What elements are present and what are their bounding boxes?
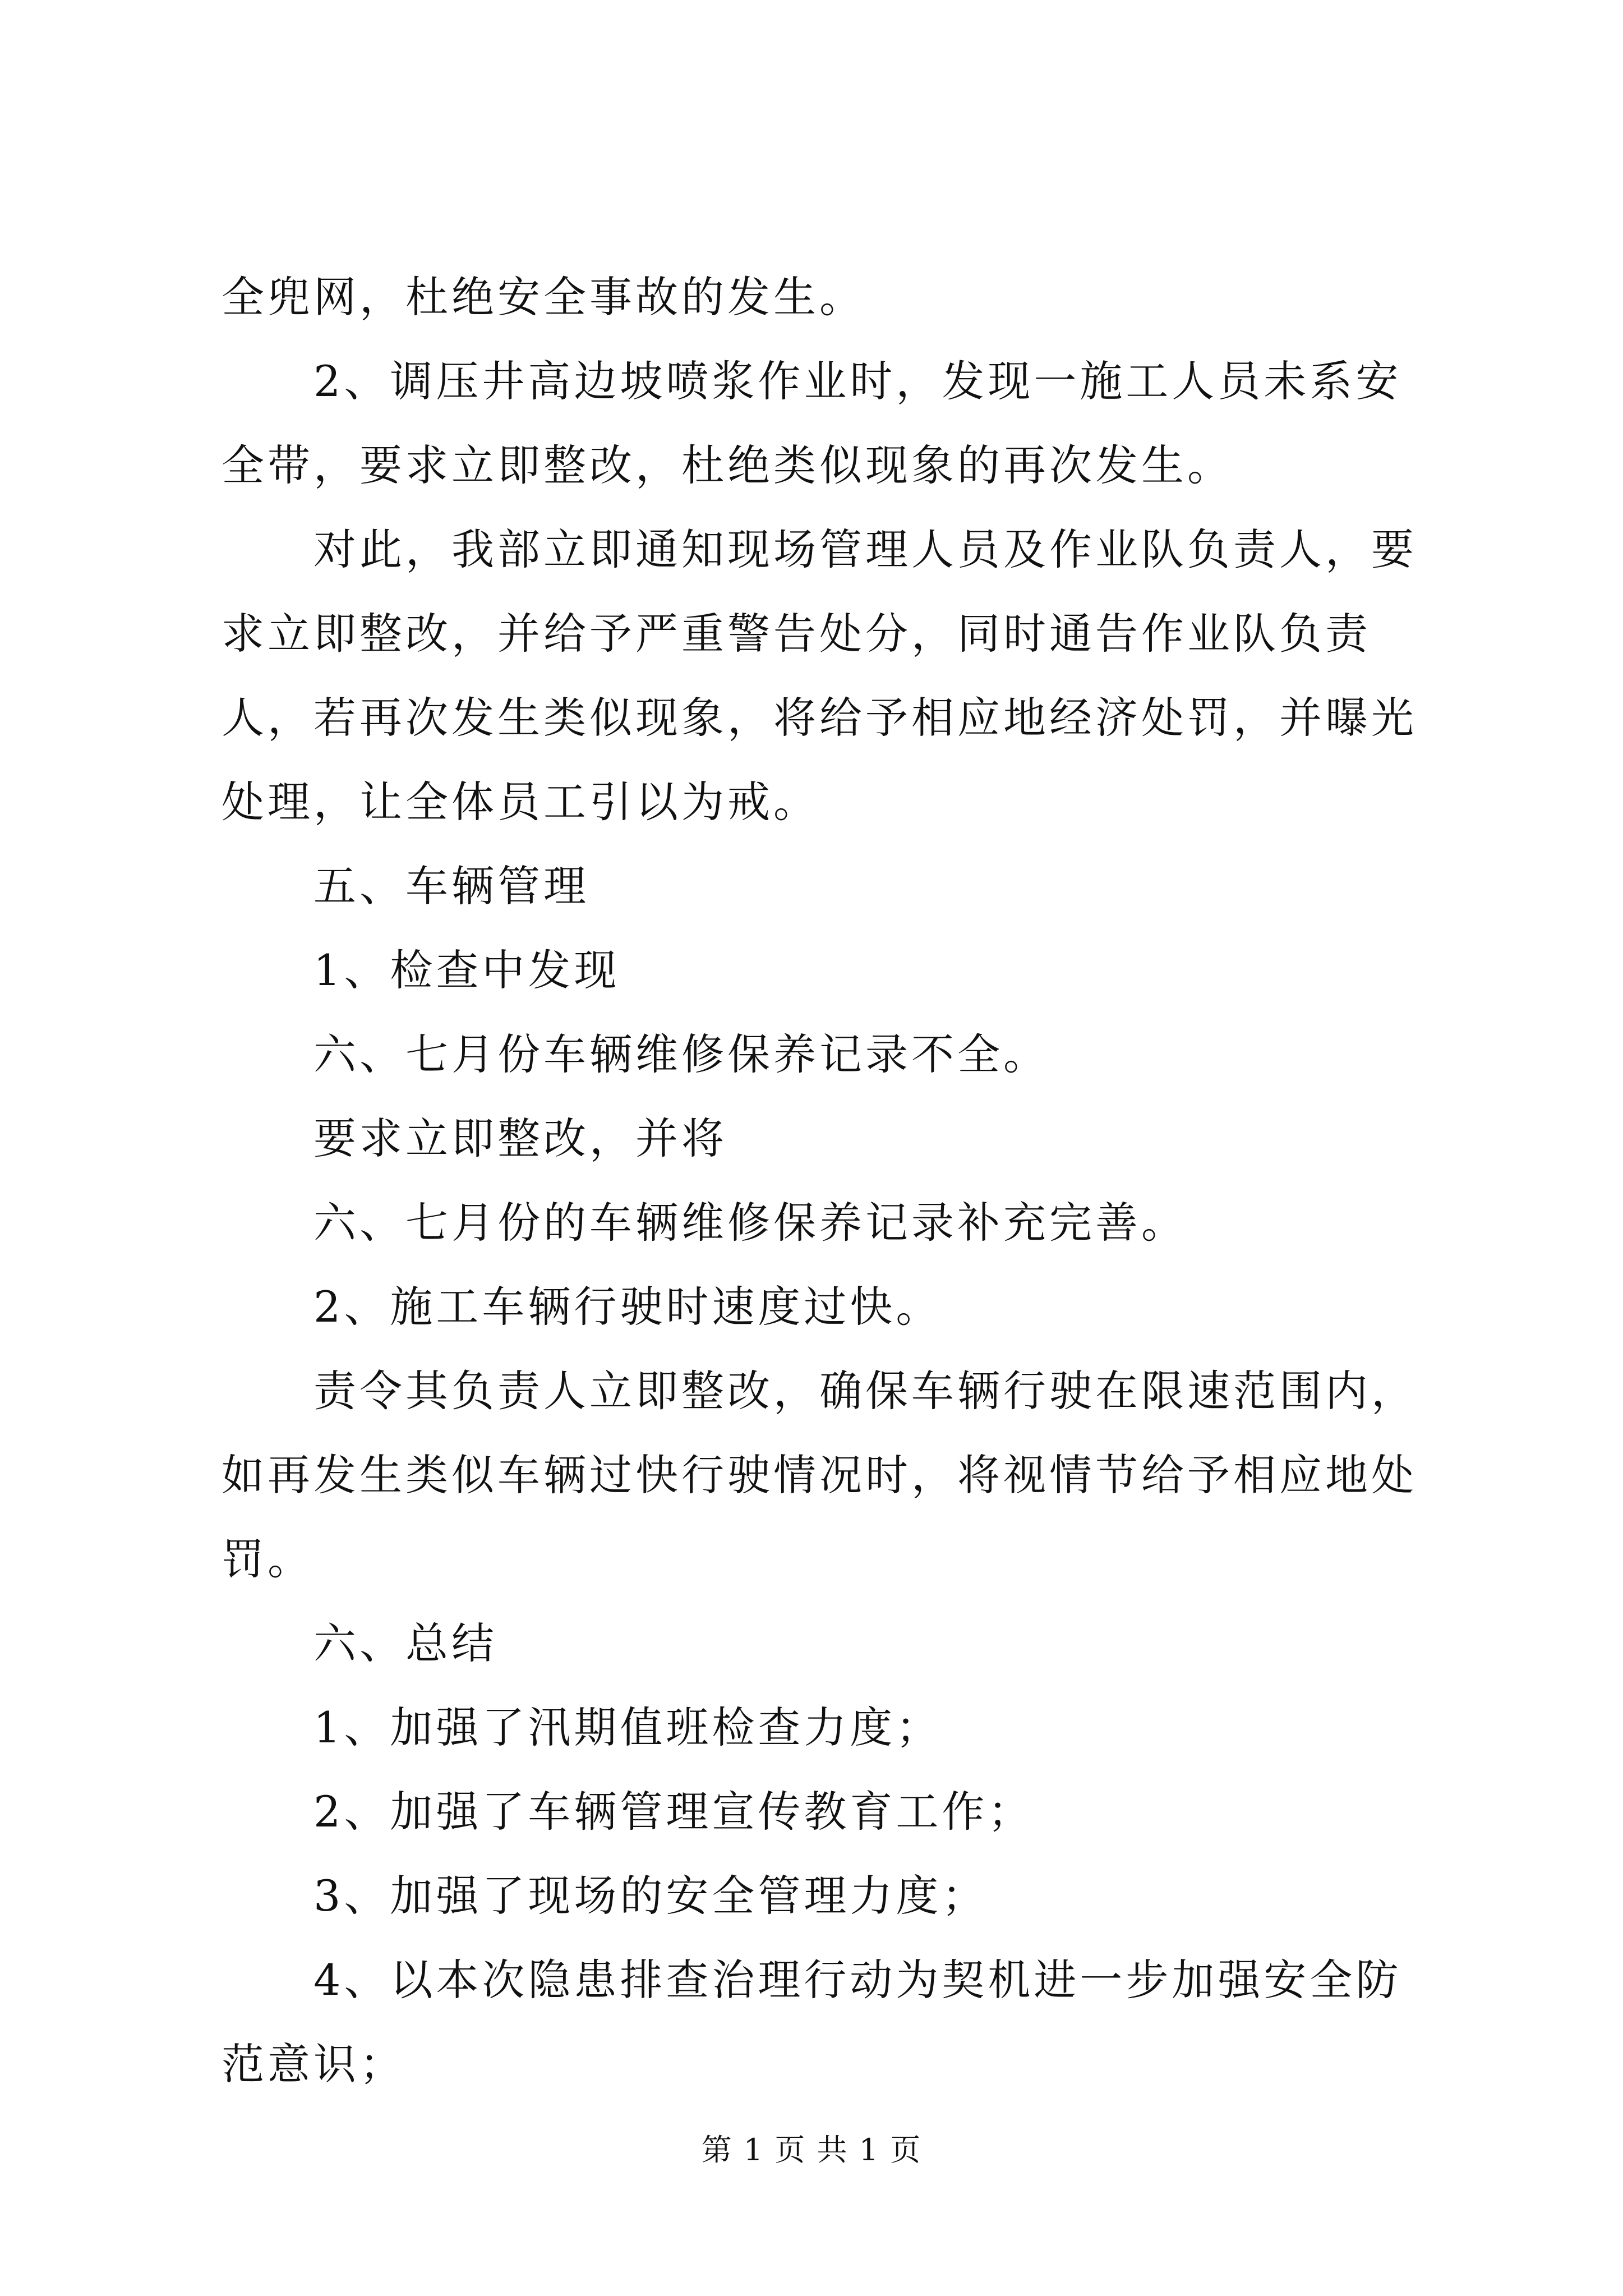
page-footer: 第 1 页 共 1 页 xyxy=(701,2132,922,2168)
paragraph-speed-order: 责令其负责人立即整改，确保车辆行驶在限速范围内，如再发生类似车辆过快行驶情况时，将视情节给予相应地处罚。 xyxy=(222,1366,1417,1584)
paragraph-item-1-inspection: 1、检查中发现 xyxy=(313,945,620,995)
paragraph-response: 对此，我部立即通知现场管理人员及作业队负责人，要求立即整改，并给予严重警告处分，同时通告作业队负责人，若再次发生类似现象，将给予相应地经济处罚，并曝光处理，让全体员工引以为戒。 xyxy=(222,524,1417,827)
paragraph-item-2-speeding: 2、施工车辆行驶时速度过快。 xyxy=(313,1282,942,1332)
paragraph-records-incomplete: 六、七月份车辆维修保养记录不全。 xyxy=(313,1029,1049,1079)
summary-item-1: 1、加强了汛期值班检查力度； xyxy=(313,1703,942,1752)
section-heading-vehicle-management: 五、车辆管理 xyxy=(313,861,589,911)
section-heading-summary: 六、总结 xyxy=(313,1618,497,1668)
summary-item-4: 4、以本次隐患排查治理行动为契机进一步加强安全防范意识； xyxy=(222,1955,1402,2089)
paragraph-rectify-request: 要求立即整改，并将 xyxy=(313,1114,727,1163)
document-body xyxy=(222,255,1433,2106)
paragraph-continuation: 全兜网，杜绝安全事故的发生。 xyxy=(222,272,865,322)
summary-item-3: 3、加强了现场的安全管理力度； xyxy=(313,1871,988,1921)
paragraph-records-complete: 六、七月份的车辆维修保养记录补充完善。 xyxy=(313,1198,1187,1248)
summary-item-2: 2、加强了车辆管理宣传教育工作； xyxy=(313,1787,1034,1837)
paragraph-item-2-slope: 2、调压井高边坡喷浆作业时，发现一施工人员未系安全带，要求立即整改，杜绝类似现象的再次发生。 xyxy=(222,356,1402,490)
